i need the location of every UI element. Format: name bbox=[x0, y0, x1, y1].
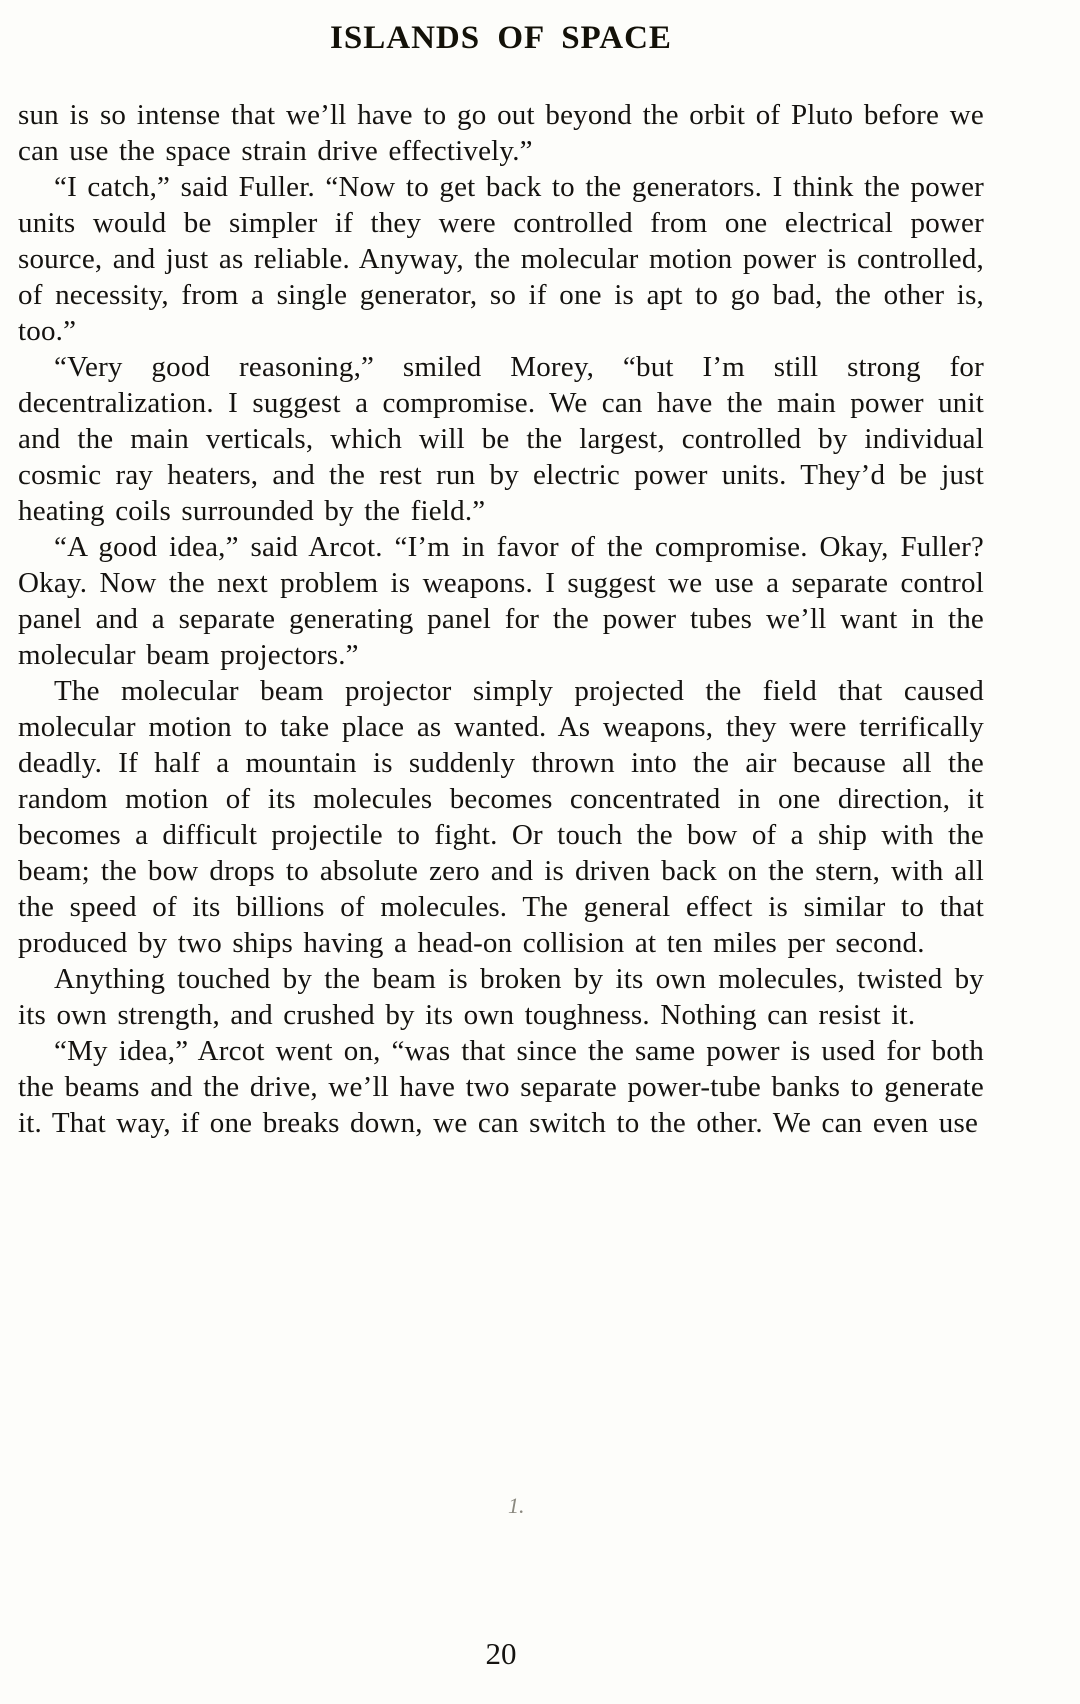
paragraph: The molecular beam projector simply projected the field that caused molecular motion to take place as wanted. As weapons, they were terrifically deadly. If half a mountain is suddenly thrown into the air because all the random motion of its molecules becomes concentrated in one direction, it becomes a difficult projectile to fight. Or touch the bow of a ship with the beam; the bow drops to absolute zero and is driven back on the stern, with all the speed of its billions of molecules. The general effect is similar to that produced by two ships having a head-on collision at ten miles per second. bbox=[18, 675, 984, 959]
paragraph: sun is so intense that we’ll have to go out beyond the orbit of Pluto before we can use the space strain drive effectively.” bbox=[18, 99, 984, 167]
page-body bbox=[18, 97, 984, 1141]
page-number: 20 bbox=[485, 1636, 517, 1671]
paragraph: “I catch,” said Fuller. “Now to get back to the generators. I think the power units would be simpler if they were controlled from one electrical power source, and just as reliable. Anyway, the molecular motion power is controlled, of necessity, from a single generator, so if one is apt to go bad, the other is, too.” bbox=[18, 171, 984, 347]
scan-artifact-mark: 1. bbox=[508, 1493, 525, 1518]
running-head-title: ISLANDS OF SPACE bbox=[330, 20, 672, 56]
paragraph: “Very good reasoning,” smiled Morey, “but I’m still strong for decentralization. I suggest a compromise. We can have the main power unit and the main verticals, which will be the largest, controlled by individual cosmic ray heaters, and the rest run by electric power units. They’d be just heating coils surrounded by the field.” bbox=[18, 351, 984, 527]
paragraph: “A good idea,” said Arcot. “I’m in favor of the compromise. Okay, Fuller? Okay. Now the next problem is weapons. I suggest we use a separate control panel and a separate generating panel for the power tubes we’ll want in the molecular beam projectors.” bbox=[18, 531, 984, 671]
paragraph: “My idea,” Arcot went on, “was that since the same power is used for both the beams and the drive, we’ll have two separate power-tube banks to generate it. That way, if one breaks down, we can switch to the other. We can even use bbox=[18, 1035, 984, 1139]
paragraph: Anything touched by the beam is broken by its own molecules, twisted by its own strength, and crushed by its own toughness. Nothing can resist it. bbox=[18, 963, 984, 1031]
